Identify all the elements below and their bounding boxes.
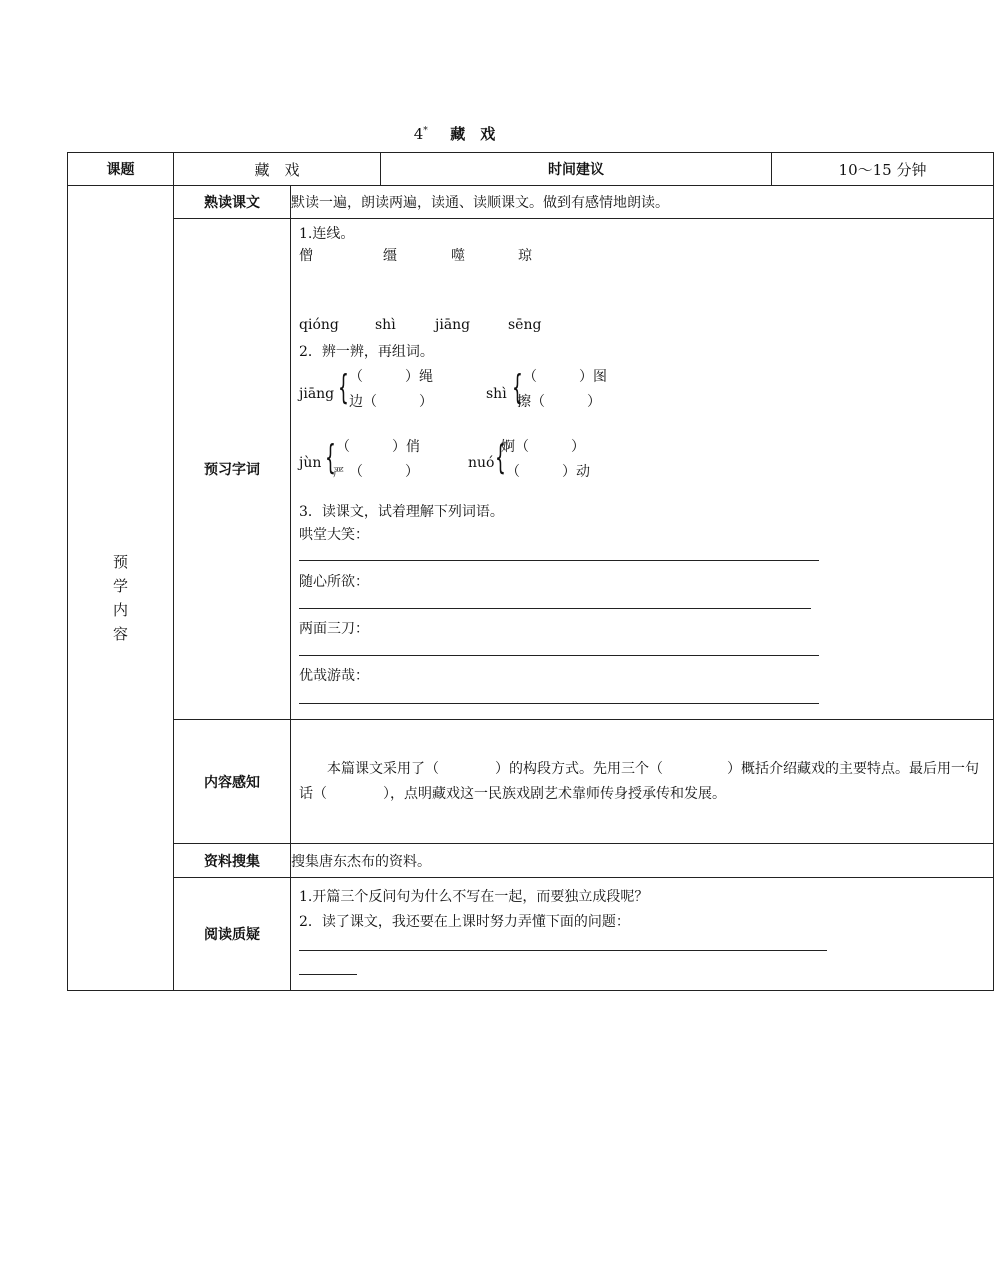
word-4: 优哉游哉：: [299, 668, 369, 684]
q1-title: 1.连线。: [299, 226, 355, 242]
g3-bottom-char: 严: [333, 466, 344, 479]
q1-pinyin-3: jiāng: [435, 317, 471, 333]
g1-bottom: 边（ ）: [349, 394, 433, 410]
g2-bottom: 擦（ ）: [517, 394, 601, 410]
page-title: [0, 123, 909, 144]
question-2: 2．读了课文，我还要在上课时努力弄懂下面的问题：: [299, 914, 630, 930]
lesson-title: 藏 戏: [450, 125, 496, 143]
material-label: 资料搜集: [174, 844, 291, 878]
content-part-3: ）概括介绍藏戏的主要特点。最后用一句话（: [299, 760, 979, 802]
content-label: 内容感知: [174, 720, 291, 844]
g2-top: （ ）图: [523, 369, 607, 385]
g4-bottom: （ ）动: [506, 464, 590, 480]
reading-text: 默读一遍，朗读两遍，读通、读顺课文。做到有感情地朗读。: [291, 186, 994, 219]
preview-label: 预习字词: [174, 219, 291, 720]
g4-brace: {: [495, 438, 506, 478]
word-1: 哄堂大笑：: [299, 527, 369, 543]
content-part-4: ），点明藏戏这一民族戏剧艺术靠师传身授承传和发展。: [383, 785, 726, 802]
g4-top: 婀（ ）: [501, 439, 585, 455]
question-1: 1.开篇三个反问句为什么不写在一起，而要独立成段呢？: [299, 889, 649, 905]
g1-top: （ ）绳: [349, 369, 433, 385]
q1-char-1: 僧: [299, 248, 313, 264]
q1-pinyin-1: qióng: [299, 317, 339, 333]
q1-char-2: 缰: [383, 248, 397, 264]
side-char-1: 预: [112, 553, 128, 571]
preview-cell: [291, 219, 994, 720]
lesson-number: 4: [413, 125, 424, 143]
q1-char-3: 噬: [451, 248, 465, 264]
questions-label: 阅读质疑: [174, 878, 291, 991]
g3-top: （ ）俏: [336, 439, 420, 455]
q1-char-4: 琼: [518, 248, 532, 264]
questions-cell: [291, 878, 994, 991]
time-value: 10～15 分钟: [772, 153, 994, 186]
g2-pinyin: shì: [486, 386, 507, 402]
answer-line-1[interactable]: [299, 560, 819, 561]
topic-value: 藏 戏: [174, 153, 381, 186]
content-part-2: ）的构段方式。先用三个（: [495, 760, 663, 777]
g2-brace: {: [512, 368, 523, 408]
content-cell: [291, 720, 994, 844]
time-label: 时间建议: [381, 153, 772, 186]
answer-line-4[interactable]: [299, 703, 819, 704]
side-label: [68, 186, 174, 991]
side-char-2: 学: [112, 577, 128, 595]
study-table: [67, 152, 994, 991]
g3-bottom: （ ）: [349, 464, 419, 480]
answer-line-2[interactable]: [299, 608, 811, 609]
q2-title: 2．辨一辨，再组词。: [299, 344, 434, 360]
content-part-1: 本篇课文采用了（: [327, 760, 439, 777]
side-char-3: 内: [112, 601, 128, 619]
material-text: 搜集唐东杰布的资料。: [291, 844, 994, 878]
word-3: 两面三刀：: [299, 621, 369, 637]
side-char-4: 容: [112, 625, 128, 643]
g4-pinyin: nuó: [468, 455, 495, 471]
reading-label: 熟读课文: [174, 186, 291, 219]
g1-pinyin: jiāng: [299, 386, 335, 402]
answer-line-5[interactable]: [299, 950, 827, 951]
g1-brace: {: [338, 368, 349, 408]
q1-pinyin-4: sēng: [508, 317, 542, 333]
lesson-star: *: [423, 126, 428, 136]
answer-line-6[interactable]: [299, 974, 357, 975]
g3-pinyin: jùn: [299, 455, 322, 471]
q3-title: 3．读课文，试着理解下列词语。: [299, 504, 504, 520]
g3-brace: {: [325, 438, 336, 478]
answer-line-3[interactable]: [299, 655, 819, 656]
content-paragraph: [291, 757, 993, 807]
q1-pinyin-2: shì: [375, 317, 396, 333]
word-2: 随心所欲：: [299, 574, 369, 590]
topic-label: 课题: [68, 153, 174, 186]
